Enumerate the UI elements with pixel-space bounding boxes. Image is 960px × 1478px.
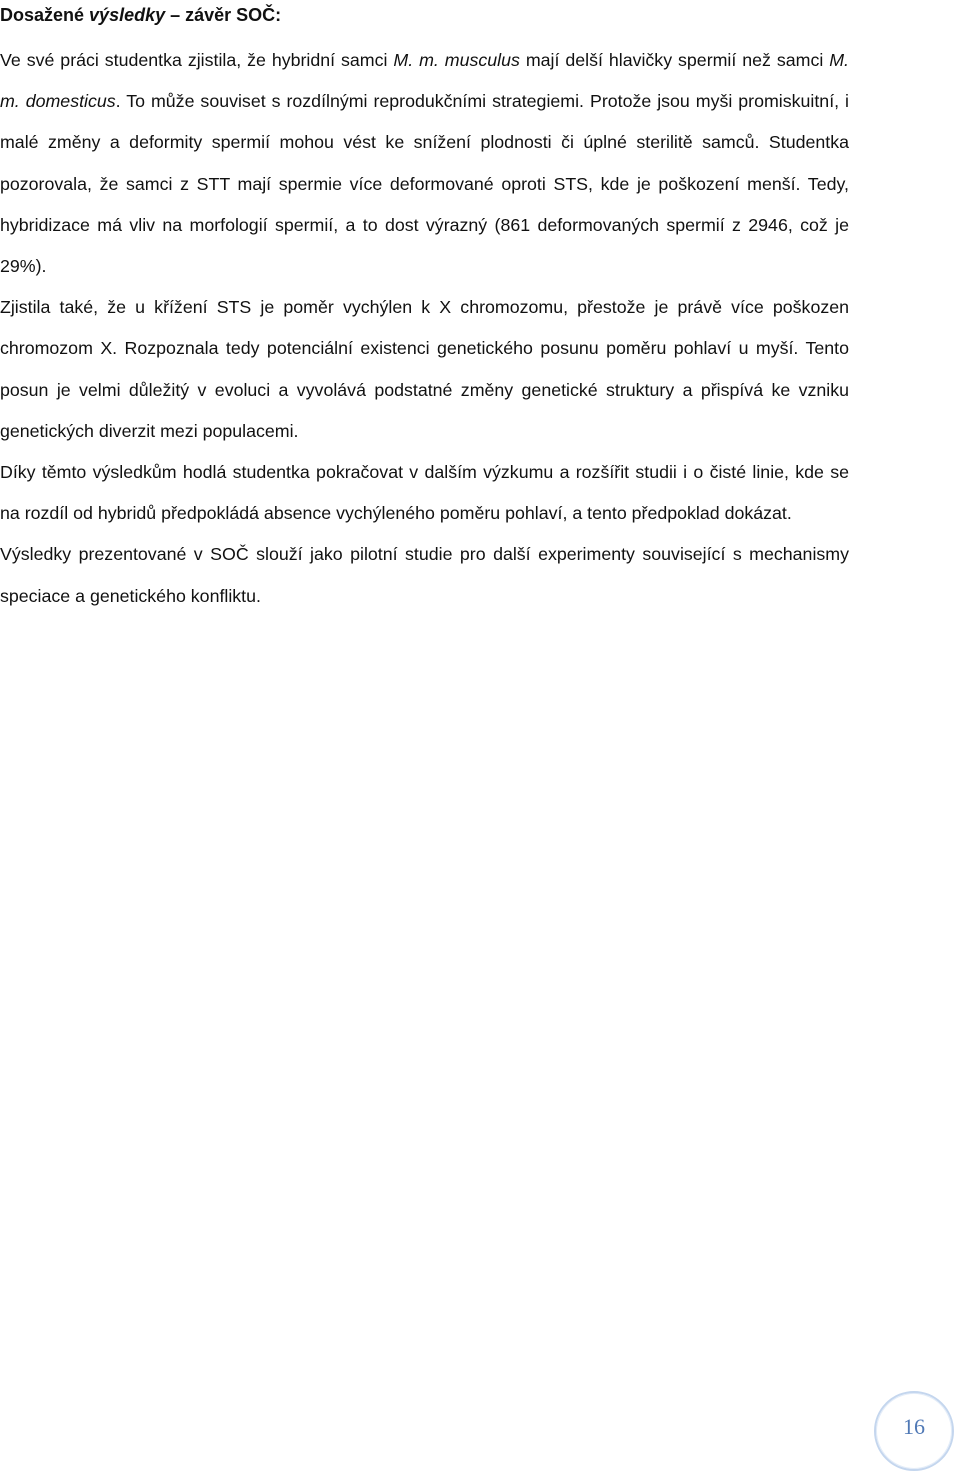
paragraph-pilot-study xyxy=(0,534,849,616)
species-domesticus: M. m. domesticus xyxy=(0,50,849,112)
heading-part-2: výsledky xyxy=(89,5,166,25)
species-musculus: M. m. musculus xyxy=(393,50,520,70)
paragraph-future-research xyxy=(0,452,849,534)
heading-part-1: Dosažené xyxy=(0,5,90,25)
paragraph-1-part-3: mají delší hlavičky spermií než samci xyxy=(519,50,830,70)
paragraph-4-text: Výsledky prezentované v SOČ slouží jako pilotní studie pro další experimenty související s mechanismy speciace a genetického konfliktu. xyxy=(0,544,849,606)
paragraph-sex-ratio xyxy=(0,287,849,452)
paragraph-2-text: Zjistila také, že u křížení STS je poměr vychýlen k X chromozomu, přestože je právě více poškozen chromozom X. Rozpoznala tedy potenciální existenci genetického posunu poměru pohlaví u myší. Tento posun je velmi důležitý v evoluci a vyvolává podstatné změny genetické struktury a přispívá ke vzniku genetických diverzit mezi populacemi. xyxy=(0,297,849,441)
paragraph-1-part-1: Ve své práci studentka zjistila, že hybridní samci xyxy=(0,50,394,70)
page-number: 16 xyxy=(903,1414,925,1439)
heading-part-3: – závěr SOČ: xyxy=(165,5,282,25)
paragraph-results xyxy=(0,40,849,287)
paragraph-3-text: Díky těmto výsledkům hodlá studentka pokračovat v dalším výzkumu a rozšířit studii i o čisté linie, kde se na rozdíl od hybridů předpokládá absence vychýleného poměru pohlaví, a tento předpoklad dokázat. xyxy=(0,462,849,524)
paragraph-1-part-5: . To může souviset s rozdílnými reprodukčními strategiemi. Protože jsou myši promiskuitní, i malé změny a deformity spermií mohou vést ke snížení plodnosti či úplné sterilitě samců. Studentka pozorovala, že samci z STT mají spermie více deformované oproti STS, kde je poškození menší. Tedy, hybridizace má vliv na morfologií spermií, a to dost výrazný (861 deformovaných spermií z 2946, což je 29%). xyxy=(0,91,849,277)
page-number-badge xyxy=(874,1391,954,1471)
section-heading xyxy=(0,4,849,26)
document-content xyxy=(0,0,849,617)
